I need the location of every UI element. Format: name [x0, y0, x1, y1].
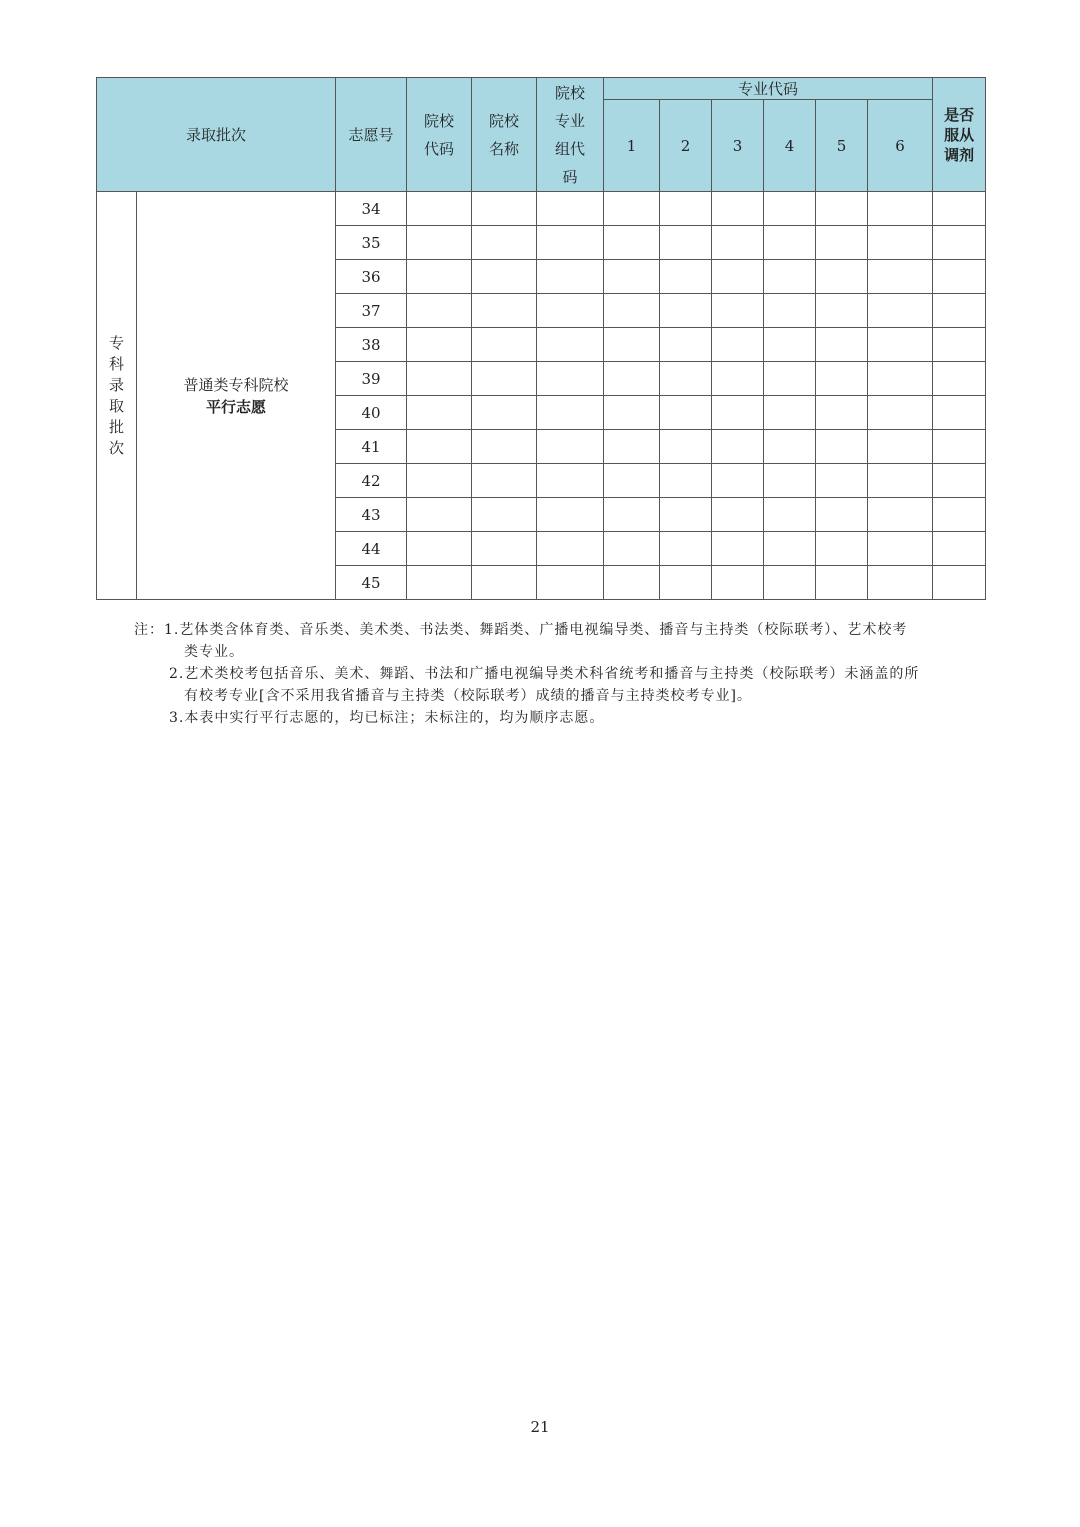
major-code-6-cell[interactable] [868, 566, 933, 600]
major-code-5-cell[interactable] [816, 192, 868, 226]
school-code-cell[interactable] [407, 566, 472, 600]
major-code-5-cell[interactable] [816, 566, 868, 600]
major-group-code-cell[interactable] [537, 464, 604, 498]
accept-adjust-cell[interactable] [933, 566, 986, 600]
wish-number: 38 [336, 328, 407, 362]
major-code-3-cell[interactable] [712, 362, 764, 396]
batch-label-char: 取 [108, 396, 124, 415]
accept-adjust-cell[interactable] [933, 362, 986, 396]
wish-number: 36 [336, 260, 407, 294]
major-code-6-cell[interactable] [868, 192, 933, 226]
major-code-4-cell[interactable] [764, 498, 816, 532]
school-name-cell[interactable] [472, 192, 537, 226]
school-name-cell[interactable] [472, 498, 537, 532]
major-code-4-cell[interactable] [764, 464, 816, 498]
school-name-cell[interactable] [472, 328, 537, 362]
major-code-2-cell[interactable] [660, 430, 712, 464]
major-code-3-cell[interactable] [712, 294, 764, 328]
major-code-1-cell[interactable] [604, 396, 660, 430]
batch-label-char: 专 [108, 333, 124, 352]
major-code-5-cell[interactable] [816, 328, 868, 362]
major-code-5-cell[interactable] [816, 464, 868, 498]
batch-label-char: 科 [108, 354, 124, 373]
school-code-cell[interactable] [407, 430, 472, 464]
school-code-cell[interactable] [407, 396, 472, 430]
major-code-2-cell[interactable] [660, 464, 712, 498]
header-batch: 录取批次 [97, 78, 336, 192]
header-school-code-line1: 院校 [424, 111, 455, 130]
batch-label-char: 批 [108, 417, 124, 436]
type-label [137, 192, 336, 600]
school-code-cell[interactable] [407, 498, 472, 532]
major-group-code-cell[interactable] [537, 328, 604, 362]
major-code-3-cell[interactable] [712, 396, 764, 430]
wish-number: 43 [336, 498, 407, 532]
major-group-code-cell[interactable] [537, 362, 604, 396]
major-code-5-cell[interactable] [816, 226, 868, 260]
school-code-cell[interactable] [407, 226, 472, 260]
major-code-5-cell[interactable] [816, 362, 868, 396]
accept-adjust-cell[interactable] [933, 396, 986, 430]
accept-adjust-cell[interactable] [933, 532, 986, 566]
batch-label-char: 录 [108, 375, 124, 394]
accept-adjust-cell[interactable] [933, 294, 986, 328]
major-code-5-cell[interactable] [816, 396, 868, 430]
major-code-4-cell[interactable] [764, 328, 816, 362]
major-code-6-cell[interactable] [868, 294, 933, 328]
wish-number: 41 [336, 430, 407, 464]
major-code-2-cell[interactable] [660, 532, 712, 566]
major-code-4-cell[interactable] [764, 226, 816, 260]
page-number: 21 [530, 1418, 550, 1436]
major-code-6-cell[interactable] [868, 430, 933, 464]
major-code-5-cell[interactable] [816, 260, 868, 294]
school-name-cell[interactable] [472, 464, 537, 498]
major-code-4-cell[interactable] [764, 396, 816, 430]
major-code-4-cell[interactable] [764, 294, 816, 328]
major-code-3-cell[interactable] [712, 566, 764, 600]
major-code-2-cell[interactable] [660, 396, 712, 430]
wish-number: 44 [336, 532, 407, 566]
major-group-code-cell[interactable] [537, 192, 604, 226]
note-1-continued: 类专业。 [184, 644, 244, 660]
note-3: 3.本表中实行平行志愿的，均已标注；未标注的，均为顺序志愿。 [169, 710, 605, 726]
major-code-4-cell[interactable] [764, 192, 816, 226]
school-name-cell[interactable] [472, 532, 537, 566]
header-accept-adjust-line1: 是否 [944, 105, 975, 124]
major-code-2-cell[interactable] [660, 498, 712, 532]
type-label-line2: 平行志愿 [206, 397, 267, 416]
major-code-2-cell[interactable] [660, 566, 712, 600]
major-code-1-cell[interactable] [604, 498, 660, 532]
major-code-2-cell[interactable] [660, 192, 712, 226]
table-body [97, 192, 986, 600]
header-school-name [472, 78, 537, 192]
accept-adjust-cell[interactable] [933, 464, 986, 498]
table-header [97, 78, 986, 192]
header-major-code-2: 2 [660, 100, 712, 192]
major-code-3-cell[interactable] [712, 328, 764, 362]
major-code-6-cell[interactable] [868, 328, 933, 362]
school-code-cell[interactable] [407, 192, 472, 226]
major-code-6-cell[interactable] [868, 532, 933, 566]
accept-adjust-cell[interactable] [933, 192, 986, 226]
major-code-6-cell[interactable] [868, 260, 933, 294]
major-code-1-cell[interactable] [604, 192, 660, 226]
header-accept-adjust-line3: 调剂 [944, 145, 975, 164]
major-code-6-cell[interactable] [868, 362, 933, 396]
school-code-cell[interactable] [407, 464, 472, 498]
notes-prefix: 注： [134, 622, 164, 638]
major-code-6-cell[interactable] [868, 498, 933, 532]
accept-adjust-cell[interactable] [933, 430, 986, 464]
school-code-cell[interactable] [407, 328, 472, 362]
header-major-code-5: 5 [816, 100, 868, 192]
volunteer-form-table [96, 77, 986, 600]
header-school-code-line2: 代码 [424, 139, 455, 158]
school-name-cell[interactable] [472, 396, 537, 430]
header-major-group-code-line3: 组代 [555, 139, 586, 158]
major-group-code-cell[interactable] [537, 396, 604, 430]
major-group-code-cell[interactable] [537, 498, 604, 532]
major-code-3-cell[interactable] [712, 430, 764, 464]
major-code-2-cell[interactable] [660, 362, 712, 396]
major-code-1-cell[interactable] [604, 362, 660, 396]
major-code-6-cell[interactable] [868, 396, 933, 430]
major-code-2-cell[interactable] [660, 294, 712, 328]
major-code-3-cell[interactable] [712, 260, 764, 294]
major-code-1-cell[interactable] [604, 328, 660, 362]
major-code-5-cell[interactable] [816, 430, 868, 464]
school-code-cell[interactable] [407, 532, 472, 566]
school-name-cell[interactable] [472, 226, 537, 260]
major-code-2-cell[interactable] [660, 260, 712, 294]
major-code-5-cell[interactable] [816, 294, 868, 328]
wish-number: 37 [336, 294, 407, 328]
major-group-code-cell[interactable] [537, 532, 604, 566]
header-major-group-code-line1: 院校 [555, 83, 586, 102]
major-code-1-cell[interactable] [604, 464, 660, 498]
header-wish-no: 志愿号 [336, 78, 407, 192]
major-code-6-cell[interactable] [868, 464, 933, 498]
school-code-cell[interactable] [407, 294, 472, 328]
major-code-1-cell[interactable] [604, 566, 660, 600]
header-major-group-code-line2: 专业 [555, 111, 586, 130]
major-code-3-cell[interactable] [712, 464, 764, 498]
header-school-name-line1: 院校 [489, 111, 520, 130]
accept-adjust-cell[interactable] [933, 328, 986, 362]
wish-number: 40 [336, 396, 407, 430]
school-name-cell[interactable] [472, 294, 537, 328]
header-major-code-1: 1 [604, 100, 660, 192]
header-school-name-line2: 名称 [489, 139, 520, 158]
major-code-2-cell[interactable] [660, 328, 712, 362]
table-row [97, 192, 986, 226]
accept-adjust-cell[interactable] [933, 226, 986, 260]
major-code-1-cell[interactable] [604, 532, 660, 566]
school-code-cell[interactable] [407, 362, 472, 396]
major-code-4-cell[interactable] [764, 362, 816, 396]
accept-adjust-cell[interactable] [933, 498, 986, 532]
header-major-group-code [537, 78, 604, 192]
wish-number: 34 [336, 192, 407, 226]
header-major-code-3: 3 [712, 100, 764, 192]
major-code-1-cell[interactable] [604, 430, 660, 464]
major-code-4-cell[interactable] [764, 566, 816, 600]
major-group-code-cell[interactable] [537, 226, 604, 260]
school-name-cell[interactable] [472, 430, 537, 464]
school-name-cell[interactable] [472, 566, 537, 600]
header-major-code-4: 4 [764, 100, 816, 192]
major-code-1-cell[interactable] [604, 294, 660, 328]
major-code-5-cell[interactable] [816, 498, 868, 532]
header-accept-adjust-line2: 服从 [944, 125, 975, 144]
batch-label-char: 次 [108, 438, 124, 457]
wish-number: 39 [336, 362, 407, 396]
major-code-3-cell[interactable] [712, 532, 764, 566]
school-name-cell[interactable] [472, 362, 537, 396]
major-code-3-cell[interactable] [712, 192, 764, 226]
header-accept-adjust [933, 78, 986, 192]
major-code-5-cell[interactable] [816, 532, 868, 566]
note-1-text: 1.艺体类含体育类、音乐类、美术类、书法类、舞蹈类、广播电视编导类、播音与主持类（校际联考）、艺术校考 [164, 622, 908, 638]
major-group-code-cell[interactable] [537, 566, 604, 600]
header-major-code-6: 6 [868, 100, 933, 192]
major-code-1-cell[interactable] [604, 260, 660, 294]
wish-number: 35 [336, 226, 407, 260]
note-1 [134, 619, 984, 641]
wish-number: 42 [336, 464, 407, 498]
header-major-code-group: 专业代码 [604, 78, 933, 100]
major-group-code-cell[interactable] [537, 294, 604, 328]
note-2: 2.艺术类校考包括音乐、美术、舞蹈、书法和广播电视编导类术科省统考和播音与主持类（校际联考）未涵盖的所 [169, 666, 920, 682]
major-code-2-cell[interactable] [660, 226, 712, 260]
major-code-6-cell[interactable] [868, 226, 933, 260]
major-code-4-cell[interactable] [764, 260, 816, 294]
major-code-3-cell[interactable] [712, 226, 764, 260]
type-label-line1: 普通类专科院校 [183, 375, 289, 394]
major-group-code-cell[interactable] [537, 430, 604, 464]
major-code-3-cell[interactable] [712, 498, 764, 532]
note-2-continued: 有校考专业[含不采用我省播音与主持类（校际联考）成绩的播音与主持类校考专业]。 [184, 688, 752, 704]
wish-number: 45 [336, 566, 407, 600]
major-code-1-cell[interactable] [604, 226, 660, 260]
header-school-code [407, 78, 472, 192]
school-name-cell[interactable] [472, 260, 537, 294]
major-code-4-cell[interactable] [764, 430, 816, 464]
notes [134, 619, 984, 729]
major-code-4-cell[interactable] [764, 532, 816, 566]
accept-adjust-cell[interactable] [933, 260, 986, 294]
header-major-group-code-line4: 码 [562, 167, 578, 186]
major-group-code-cell[interactable] [537, 260, 604, 294]
batch-label [97, 192, 137, 600]
school-code-cell[interactable] [407, 260, 472, 294]
